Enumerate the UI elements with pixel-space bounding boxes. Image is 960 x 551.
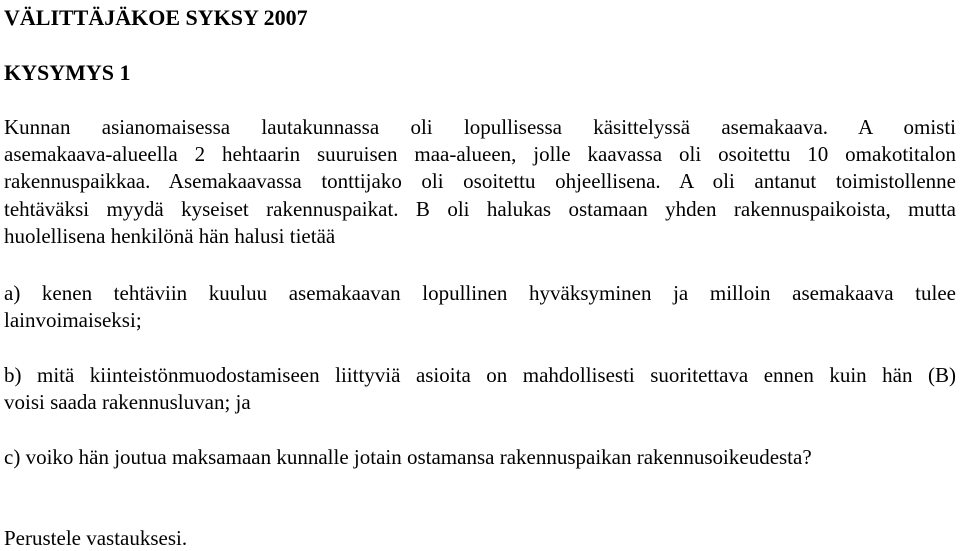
item-b-line: voisi saada rakennusluvan; ja	[4, 390, 251, 414]
exam-header: VÄLITTÄJÄKOE SYKSY 2007	[4, 5, 308, 30]
item-c-line: c) voiko hän joutua maksamaan kunnalle jotain ostamansa rakennuspaikan rakennusoikeudesta?	[4, 445, 812, 469]
answer-instruction: Perustele vastauksesi.	[4, 526, 188, 550]
intro-line: Kunnan asianomaisessa lautakunnassa oli lopullisessa käsittelyssä asemakaava. A omisti	[4, 115, 956, 139]
intro-line: huolellisena henkilönä hän halusi tietää	[4, 224, 336, 248]
intro-line: rakennuspaikkaa. Asemakaavassa tonttijako oli osoitettu ohjeellisena. A oli antanut toimistollenne	[4, 169, 956, 193]
intro-line: asemakaava-alueella 2 hehtaarin suuruisen maa-alueen, jolle kaavassa oli osoitettu 10 omakotitalon	[4, 142, 956, 166]
item-b-line: b) mitä kiinteistönmuodostamiseen liittyviä asioita on mahdollisesti suoritettava ennen kuin hän (B)	[4, 363, 956, 387]
item-a-line: a) kenen tehtäviin kuuluu asemakaavan lopullinen hyväksyminen ja milloin asemakaava tulee	[4, 281, 956, 305]
intro-line: tehtäväksi myydä kyseiset rakennuspaikat. B oli halukas ostamaan yhden rakennuspaikoista, mutta	[4, 197, 956, 221]
item-a-line: lainvoimaiseksi;	[4, 308, 142, 332]
question-title: KYSYMYS 1	[4, 60, 131, 85]
